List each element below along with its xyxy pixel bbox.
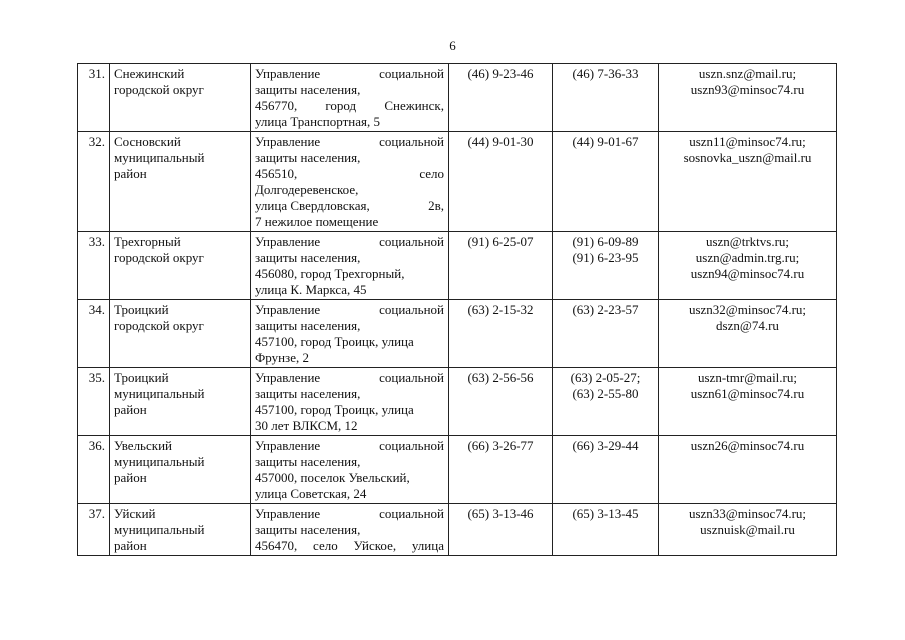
address-line: улица К. Маркса, 45 [255,282,367,297]
address-word: социальной [379,66,444,81]
fax-cell [553,64,659,132]
table-row [78,132,837,232]
district-name-line: Сосновский [114,134,181,149]
address-word: Управление [255,66,321,81]
phone-cell [449,232,553,300]
address-line: 457000, поселок Увельский, [255,470,410,485]
fax-cell [553,368,659,436]
row-number: 33. [78,232,110,300]
email-address: uszn26@minsoc74.ru [690,438,805,453]
district-name-line: район [114,538,147,553]
address-cell [251,368,449,436]
address-word: Управление [255,370,321,385]
email-address: uszn94@minsoc74.ru [690,266,805,281]
address-word: Управление [255,506,321,521]
email-address: uszn@admin.trg.ru; [695,250,800,265]
address-line: улица Советская, 24 [255,486,367,501]
row-number: 35. [78,368,110,436]
district-name-line: район [114,470,147,485]
fax-cell [553,504,659,556]
district-name-line: муниципальный [114,454,205,469]
email-cell [659,504,837,556]
table-body [78,64,837,556]
address-word: Уйское, [353,538,397,553]
address-word: Снежинск, [384,98,444,113]
phone-number: (91) 6-25-07 [467,234,534,249]
email-cell [659,132,837,232]
address-word: Управление [255,234,321,249]
fax-number: (91) 6-23-95 [572,250,639,265]
address-word: Управление [255,134,321,149]
fax-cell [553,436,659,504]
table-row [78,300,837,368]
email-address: uszn.snz@mail.ru; [698,66,797,81]
email-address: uszn33@minsoc74.ru; [688,506,807,521]
email-address: uszn93@minsoc74.ru [690,82,805,97]
phone-cell [449,132,553,232]
district-name-line: Трехгорный [114,234,181,249]
email-cell [659,232,837,300]
address-word: 456470, [255,538,298,553]
email-cell [659,368,837,436]
address-line [255,98,444,114]
address-word: социальной [379,506,444,521]
row-number: 32. [78,132,110,232]
address-word: социальной [379,438,444,453]
email-cell [659,64,837,132]
address-word: село [313,538,338,553]
fax-number: (46) 7-36-33 [572,66,639,81]
district-name-line: Снежинский [114,66,185,81]
address-line: защиты населения, [255,82,361,97]
address-cell [251,436,449,504]
address-line: 30 лет ВЛКСМ, 12 [255,418,358,433]
address-word: город [325,98,357,113]
email-address: uszn@trktvs.ru; [705,234,790,249]
fax-number: (63) 2-55-80 [572,386,639,401]
district-name-line: район [114,402,147,417]
district-name [110,368,251,436]
email-address: sosnovka_uszn@mail.ru [683,150,812,165]
fax-number: (65) 3-13-45 [572,506,639,521]
email-address: dszn@74.ru [716,318,779,333]
phone-number: (63) 2-15-32 [467,302,534,317]
address-cell [251,232,449,300]
email-address: uszn32@minsoc74.ru; [688,302,807,317]
row-number: 36. [78,436,110,504]
address-line [255,438,444,454]
email-address: uszn11@minsoc74.ru; [689,134,806,149]
email-address: uszn61@minsoc74.ru [690,386,805,401]
district-name-line: Уйский [114,506,156,521]
email-address: usznuisk@mail.ru [700,522,795,537]
address-word: Управление [255,438,321,453]
phone-cell [449,504,553,556]
address-cell [251,300,449,368]
fax-number: (44) 9-01-67 [572,134,639,149]
address-word: 2в, [428,198,444,213]
district-name [110,232,251,300]
row-number: 31. [78,64,110,132]
address-word: улица Свердловская, [255,198,370,213]
district-name-line: Увельский [114,438,172,453]
address-word: социальной [379,370,444,385]
fax-number: (63) 2-05-27; [570,370,641,385]
district-name [110,436,251,504]
address-line [255,538,444,554]
address-line [255,198,444,214]
address-line: защиты населения, [255,454,361,469]
fax-cell [553,132,659,232]
address-line: защиты населения, [255,318,361,333]
address-line [255,506,444,522]
row-number: 34. [78,300,110,368]
address-line [255,66,444,82]
district-name-line: городской округ [114,250,204,265]
phone-cell [449,436,553,504]
address-word: социальной [379,302,444,317]
phone-cell [449,300,553,368]
fax-number: (63) 2-23-57 [572,302,639,317]
fax-cell [553,232,659,300]
address-line: 7 нежилое помещение [255,214,379,229]
table-row [78,64,837,132]
address-line [255,370,444,386]
fax-cell [553,300,659,368]
district-name-line: район [114,166,147,181]
phone-cell [449,368,553,436]
table-row [78,504,837,556]
district-name-line: муниципальный [114,386,205,401]
address-cell [251,64,449,132]
address-line: Долгодеревенское, [255,182,359,197]
address-line: улица Транспортная, 5 [255,114,380,129]
row-number: 37. [78,504,110,556]
address-line: защиты населения, [255,150,361,165]
address-line: 456080, город Трехгорный, [255,266,405,281]
table-row [78,436,837,504]
phone-number: (65) 3-13-46 [467,506,534,521]
address-word: село [419,166,444,181]
phone-number: (63) 2-56-56 [467,370,534,385]
page-number: 6 [449,38,456,53]
table-row [78,232,837,300]
phone-number: (44) 9-01-30 [467,134,534,149]
phone-number: (66) 3-26-77 [467,438,534,453]
address-line [255,234,444,250]
address-word: 456510, [255,166,298,181]
email-address: uszn-tmr@mail.ru; [698,370,797,385]
directory-table [77,63,837,556]
address-line: Фрунзе, 2 [255,350,309,365]
district-name-line: городской округ [114,318,204,333]
address-word: Управление [255,302,321,317]
address-line: 457100, город Троицк, улица [255,402,414,417]
district-name-line: Троицкий [114,370,169,385]
district-name-line: муниципальный [114,522,205,537]
phone-number: (46) 9-23-46 [467,66,534,81]
fax-number: (91) 6-09-89 [572,234,639,249]
address-line [255,134,444,150]
address-line: защиты населения, [255,522,361,537]
address-word: социальной [379,134,444,149]
phone-cell [449,64,553,132]
address-word: улица [411,538,444,553]
address-line: 457100, город Троицк, улица [255,334,414,349]
district-name-line: городской округ [114,82,204,97]
table-row [78,368,837,436]
district-name [110,300,251,368]
fax-number: (66) 3-29-44 [572,438,639,453]
district-name [110,64,251,132]
district-name [110,132,251,232]
address-word: 456770, [255,98,298,113]
address-line: защиты населения, [255,250,361,265]
address-word: социальной [379,234,444,249]
email-cell [659,300,837,368]
address-cell [251,132,449,232]
address-line: защиты населения, [255,386,361,401]
address-cell [251,504,449,556]
district-name-line: муниципальный [114,150,205,165]
email-cell [659,436,837,504]
district-name [110,504,251,556]
district-name-line: Троицкий [114,302,169,317]
address-line [255,302,444,318]
address-line [255,166,444,182]
